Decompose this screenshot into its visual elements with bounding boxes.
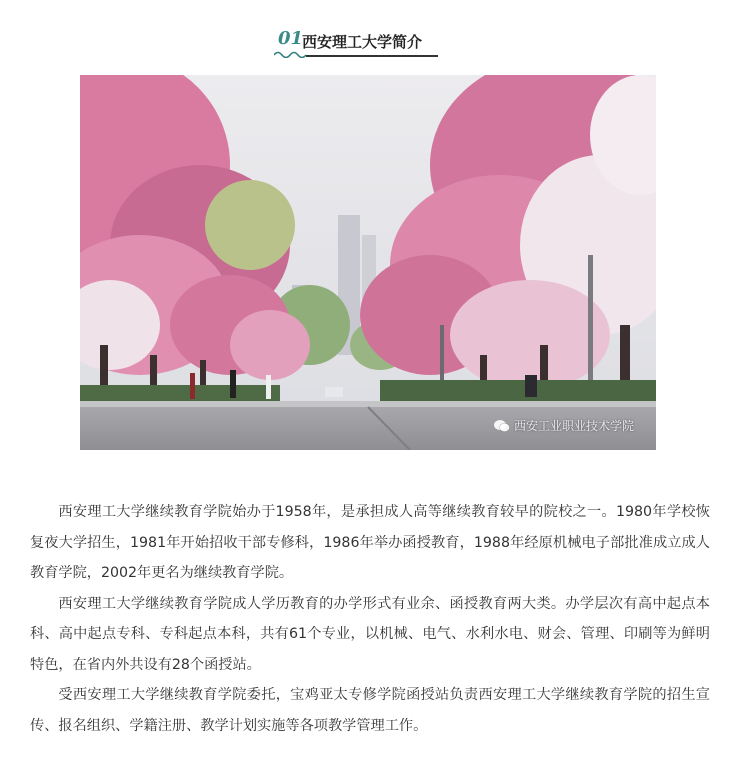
wechat-icon — [494, 419, 510, 433]
heading-underline — [306, 55, 438, 57]
intro-paragraph-3: 受西安理工大学继续教育学院委托，宝鸡亚太专修学院函授站负责西安理工大学继续教育学院的招生宣传、报名组织、学籍注册、教学计划实施等各项教学管理工作。 — [30, 687, 710, 734]
section-heading — [270, 28, 442, 60]
section-title: 西安理工大学简介 — [302, 33, 423, 51]
intro-paragraph-1: 西安理工大学继续教育学院始办于1958年，是承担成人高等继续教育较早的院校之一。1980年学校恢复夜大学招生，1981年开始招收干部专修科，1986年举办函授教育，1988年经原机械电子部批准成立成人教育学院，2002年更名为继续教育学院。 — [30, 504, 710, 581]
intro-paragraph-2: 西安理工大学继续教育学院成人学历教育的办学形式有业余、函授教育两大类。办学层次有高中起点本科、高中起点专科、专科起点本科，共有61个专业，以机械、电气、水利水电、财会、管理、印刷等为鲜明特色，在省内外共设有28个函授站。 — [30, 595, 710, 673]
section-number: 01 — [278, 28, 304, 49]
photo-watermark — [494, 417, 634, 434]
wave-decoration-icon — [274, 50, 308, 58]
watermark-text: 西安工业职业技术学院 — [513, 419, 634, 433]
campus-cherry-blossom-photo — [80, 75, 656, 450]
intro-body — [30, 497, 710, 741]
